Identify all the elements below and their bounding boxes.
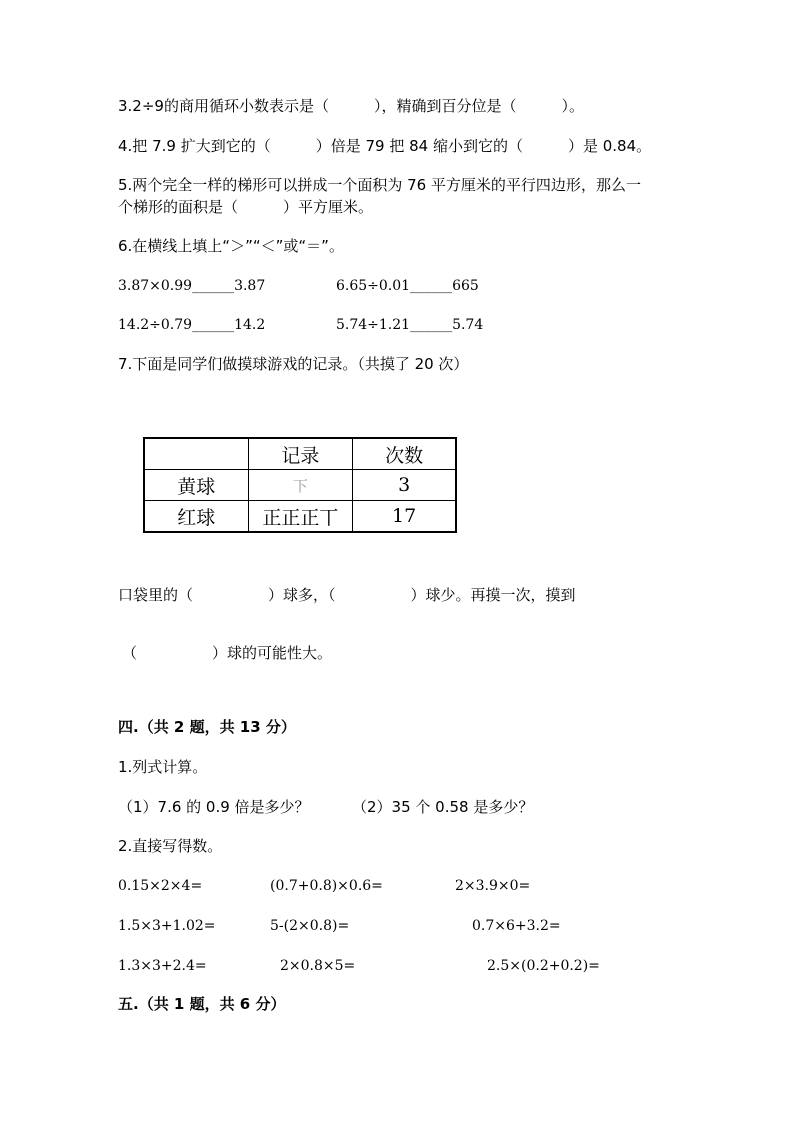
table-header-blank	[144, 438, 248, 470]
calc-item: 0.7×6+3.2=	[472, 918, 561, 934]
section-4-q2-title: 2.直接写得数。	[118, 837, 223, 855]
calc-item: 2×3.9×0=	[455, 878, 531, 894]
question-4: 4.把 7.9 扩大到它的（ ）倍是 79 把 84 缩小到它的（ ）是 0.84。	[118, 137, 652, 155]
question-3: 3.2÷9的商用循环小数表示是（ ），精确到百分位是（ ）。	[118, 97, 584, 115]
count-red: 17	[353, 501, 456, 533]
compare-item-1-left: 3.87×0.99______3.87	[118, 278, 266, 294]
question-7-answer-line-2: （ ）球的可能性大。	[122, 644, 333, 662]
calc-item: 1.3×3+2.4=	[118, 958, 207, 974]
calc-item: (0.7+0.8)×0.6=	[270, 878, 383, 894]
tally-table	[143, 437, 457, 533]
compare-item-2-right: 5.74÷1.21______5.74	[336, 317, 484, 333]
compare-item-2-left: 14.2÷0.79______14.2	[118, 317, 266, 333]
tally-mark: 下	[292, 477, 308, 495]
question-7-answer-line-1: 口袋里的（ ）球多，（ ）球少。再摸一次，摸到	[118, 586, 576, 604]
section-4-heading: 四.（共 2 题，共 13 分）	[118, 718, 296, 736]
calc-item: 2×0.8×5=	[280, 958, 356, 974]
section-4-q1-sub-2: （2）35 个 0.58 是多少？	[352, 798, 534, 816]
row-label-yellow: 黄球	[144, 470, 248, 501]
section-4-q1-sub-1: （1）7.6 的 0.9 倍是多少？	[118, 798, 310, 816]
compare-item-1-right: 6.65÷0.01______665	[336, 278, 479, 294]
table-header-row	[144, 438, 456, 470]
section-5-heading: 五.（共 1 题，共 6 分）	[118, 995, 286, 1013]
table-row-yellow	[144, 470, 456, 501]
row-label-red: 红球	[144, 501, 248, 533]
table-header-count: 次数	[353, 438, 456, 470]
question-5-line-1: 5.两个完全一样的梯形可以拼成一个面积为 76 平方厘米的平行四边形，那么一	[118, 176, 641, 194]
count-yellow: 3	[353, 470, 456, 501]
tally-record-red: 正正正丅	[248, 501, 353, 533]
calc-item: 0.15×2×4=	[118, 878, 203, 894]
calc-item: 5-(2×0.8)=	[270, 918, 350, 934]
calc-item: 1.5×3+1.02=	[118, 918, 216, 934]
question-7-intro: 7.下面是同学们做摸球游戏的记录。（共摸了 20 次）	[118, 355, 469, 373]
section-4-q1-title: 1.列式计算。	[118, 758, 208, 776]
question-5-line-2: 个梯形的面积是（ ）平方厘米。	[118, 198, 374, 216]
calc-item: 2.5×(0.2+0.2)=	[487, 958, 600, 974]
tally-record-yellow	[248, 470, 353, 501]
question-6-instruction: 6.在横线上填上“＞”“＜”或“＝”。	[118, 237, 344, 255]
table-row-red	[144, 501, 456, 533]
table-header-record: 记录	[248, 438, 353, 470]
